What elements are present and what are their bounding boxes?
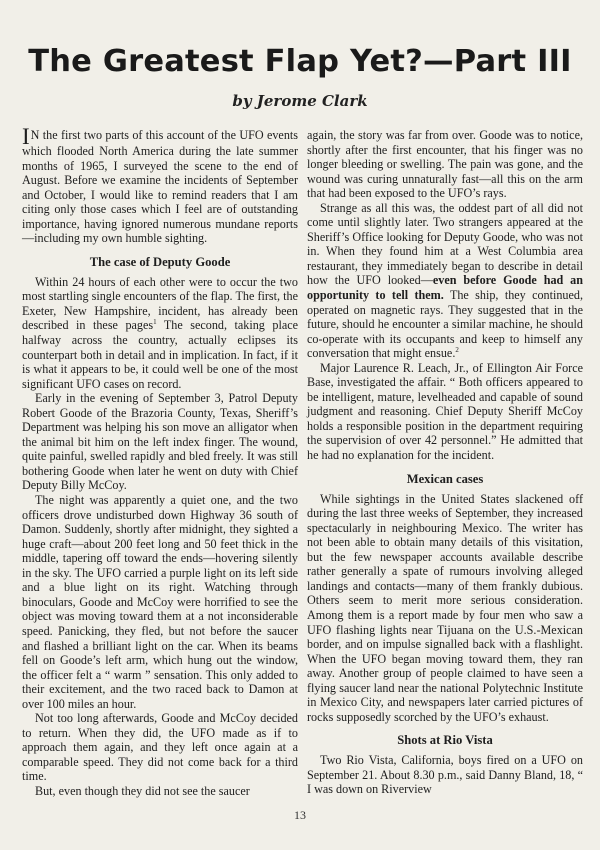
drop-cap: I [22,124,30,149]
paragraph: The night was apparently a quiet one, and the two officers drove undisturbed down Highway 36 south of Damon. Suddenly, shortly after midnight, they sighted a huge craft—about 200 feet long and 50 feet thick in the middle, tapering off toward the ends—hovering silently in the sky. The UFO carried a purple light on its left side and a blue light on its right. Watching through binoculars, Goode and McCoy were horrified to see the object was moving toward them at a not inconsiderable speed. Panicking, they fled, but not before the saucer and flashed a brilliant light on the car. When its beams fell on Goode’s left arm, which hung out the window, the officer felt a “ warm ” sensation. This only added to their excitement, and the two raced back to Damon at over 100 miles an hour. [22,493,298,711]
footnote-ref: 2 [455,346,459,355]
page-number: 13 [294,808,306,822]
article-byline: by Jerome Clark [232,92,368,110]
paragraph: Early in the evening of September 3, Patrol Deputy Robert Goode of the Brazoria County, Texas, Sheriff’s Department was helping his son move an alligator when the animal bit him on the left index finger. The wound, quite painful, swelled rapidly and bled freely. It was still bothering Goode when later he went on duty with Chief Deputy Billy McCoy. [22,391,298,493]
section-heading-mexican: Mexican cases [406,471,484,486]
paragraph: Major Laurence R. Leach, Jr., of Ellington Air Force Base, investigated the affair. “ Both officers appeared to be intelligent, mature, levelheaded and capable of sound judgment and reasoning. Chief Deputy Sheriff McCoy holds a responsible position in the department requiring the supervision of over 42 personnel.” He admitted that he had no explanation for the incident. [307,360,583,463]
paragraph: again, the story was far from over. Goode was to notice, shortly after the first encounter, that his finger was no longer bleeding or swelling. The pain was gone, and the wound was curing unnaturally fast—all this on the arm that had been exposed to the UFO’s rays. [307,128,583,201]
left-column [22,124,299,799]
footnote-ref: 1 [153,318,157,327]
bold-text: even before Goode had an opportunity to tell them. [307,273,583,303]
paragraph: Not too long afterwards, Goode and McCoy decided to return. When they did, the UFO made as if to approach them again, and they left once again at a comparable speed. They did not come back for a third time. [22,711,298,784]
section-heading-rio-vista: Shots at Rio Vista [397,733,493,748]
paragraph: But, even though they did not see the saucer [35,783,250,798]
paragraph: While sightings in the United States slackened off during the last three weeks of September, they increased spectacularly in neighbouring Mexico. The writer has not been able to obtain many details of this visitation, but the few newspaper accounts available describe rather generally a spate of rumours involving alleged landings and contacts—many of them frankly dubious. Others seem to merit more serious consideration. Among them is a report made by four men who saw a UFO flashing lights near Tijuana on the U.S.-Mexican border, and on impulse signalled back with a flashlight. When the UFO began moving toward them, they ran away. Another group of people claimed to have seen a flying saucer land near the national Polytechnic Institute in Mexico City, and newspapers later carried pictures of rocks supposedly scorched by the UFO’s exhaust. [307,491,583,724]
right-column [307,128,583,797]
article-title: The Greatest Flap Yet?—Part III [28,44,572,79]
paragraph-text: The second, taking place halfway across the country, actually eclipses its counterpart both in detail and in implication. In fact, if it is what it appears to be, it could well be one of the most significant UFO cases on record. [22,318,299,391]
paragraph: Two Rio Vista, California, boys fired on a UFO on September 21. About 8.30 p.m., said Danny Bland, 18, “ I was down on Riverview [307,753,583,797]
intro-paragraph [22,124,298,246]
paragraph [307,201,583,361]
paragraph-text: Strange as all this was, the oddest part of all did not come until slightly later. Two strangers appeared at the Sheriff’s Office looking for Deputy Goode, who was not in. When they found him at a West Columbia area restaurant, they immediately began to describe in detail how the UFO looked— [307,200,583,288]
section-heading-goode: The case of Deputy Goode [89,254,231,269]
paragraph [22,275,298,391]
intro-text: N the first two parts of this account of the UFO events which flooded North America during the late summer months of 1965, I surveyed the scene to the end of August. Before we examine the incidents of September and October, I would like to remind readers that I am citing only those cases which I feel are of outstanding importance, having ignored numerous mundane reports—including my own humble sighting. [22,128,298,246]
paragraph-text: The ship, they continued, operated on magnetic rays. They suggested that in the future, should he encounter a similar machine, he should co-operate with its occupants and keep to himself any conversation that might ensue. [307,288,584,361]
paragraph-text: Within 24 hours of each other were to occur the two most startling single encounters of the flap. The first, the Exeter, New Hampshire, incident, has already been described in these pages [22,274,298,333]
